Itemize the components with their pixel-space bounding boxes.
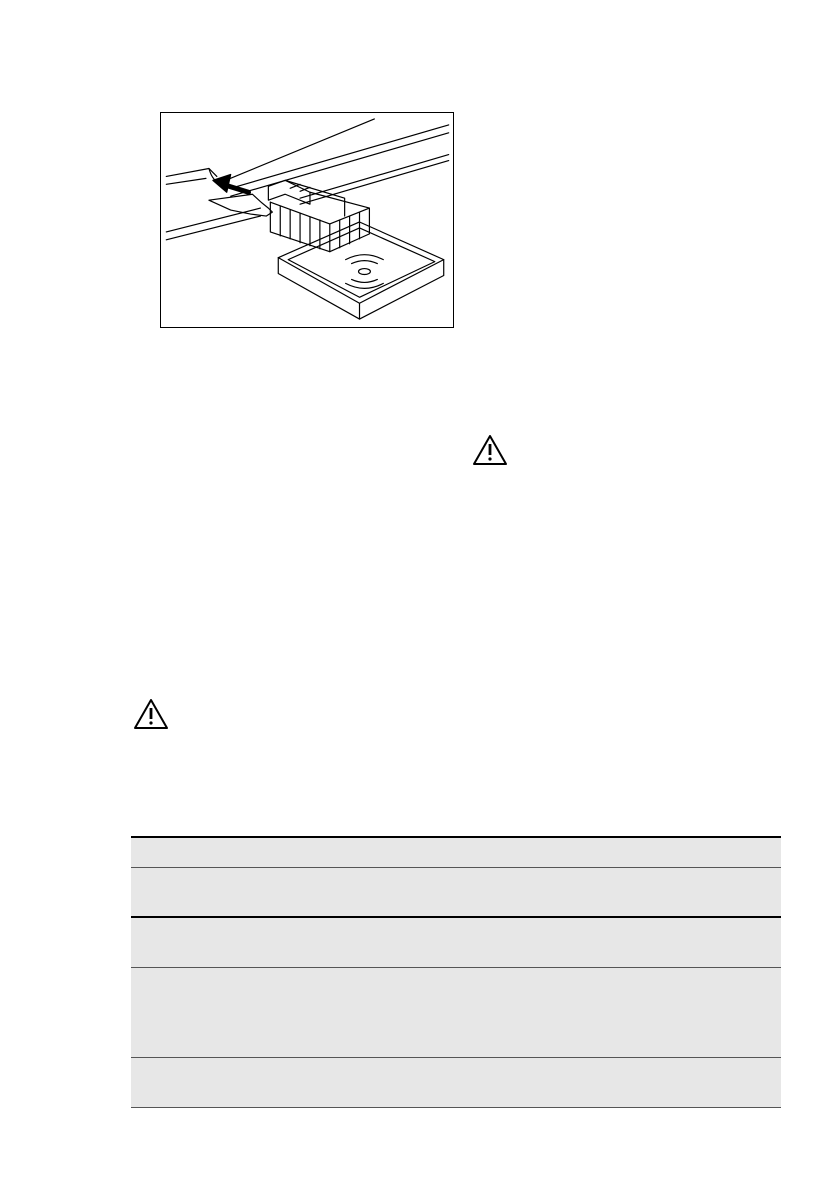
table-row	[131, 968, 781, 1058]
table-row	[131, 1058, 781, 1108]
table-row	[131, 918, 781, 968]
warning-triangle-icon	[133, 697, 169, 731]
troubleshooting-table	[131, 836, 781, 1108]
warning-triangle-icon	[472, 433, 508, 467]
table-header-row	[131, 836, 781, 868]
table-row	[131, 868, 781, 918]
filter-illustration	[160, 112, 454, 328]
filter-drawing	[161, 113, 453, 327]
